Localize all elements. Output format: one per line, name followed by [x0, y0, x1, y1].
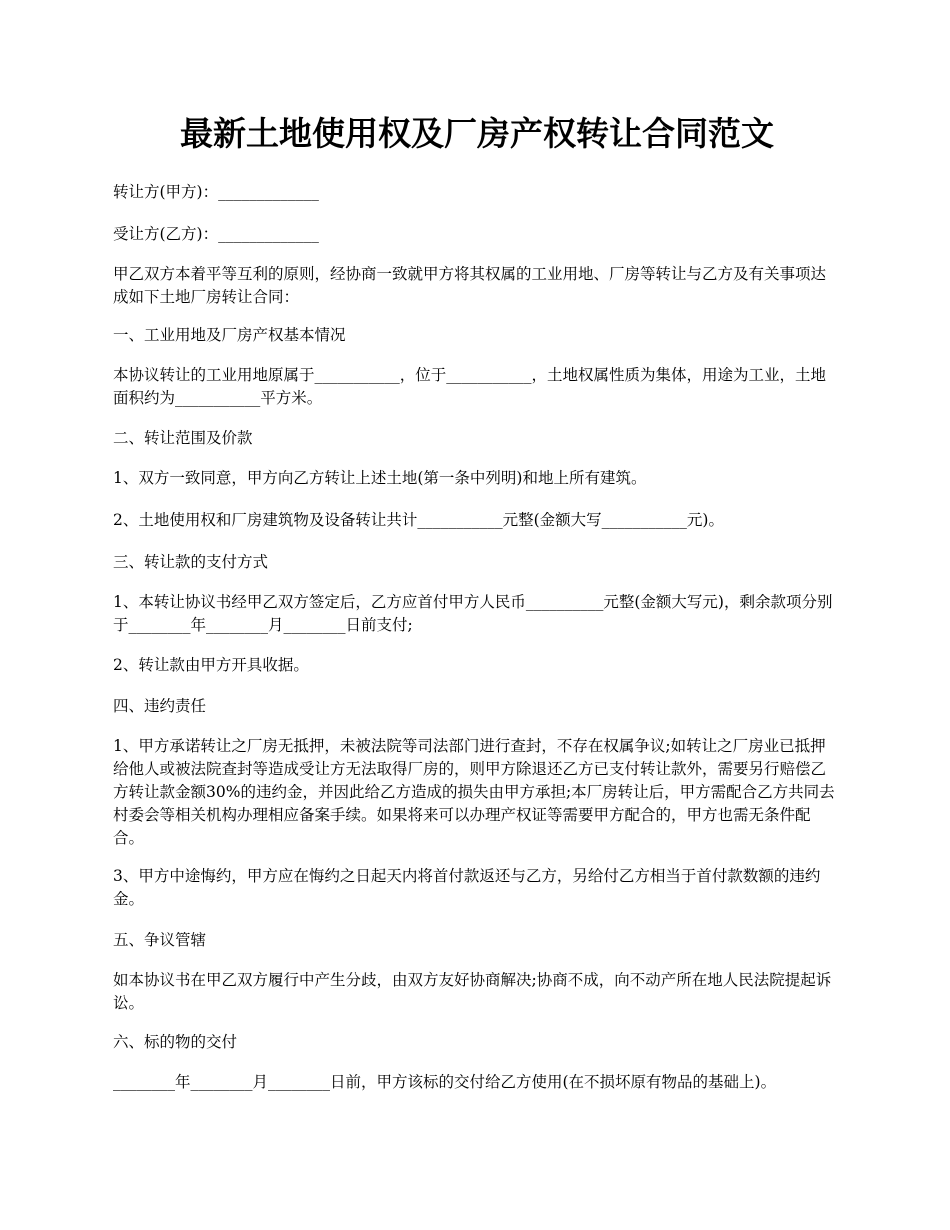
- section-1-paragraph: 本协议转让的工业用地原属于___________，位于___________，土地权属性质为集体，用途为工业，土地面积约为___________平方米。: [113, 366, 827, 407]
- preamble-paragraph: 甲乙双方本着平等互利的原则，经协商一致就甲方将其权属的工业用地、厂房等转让与乙方及有关事项达成如下土地厂房转让合同：: [113, 265, 827, 306]
- section-4-clause-1: 1、甲方承诺转让之厂房无抵押，未被法院等司法部门进行查封，不存在权属争议;如转让之厂房业已抵押给他人或被法院查封等造成受让方无法取得厂房的，则甲方除退还乙方已支付转让款外，需要另行赔偿乙方转让款金额30%的违约金，并因此给乙方造成的损失由甲方承担;本厂房转让后，甲方需配合乙方共同去村委会等相关机构办理相应备案手续。如果将来可以办理产权证等需要甲方配合的，甲方也需无条件配合。: [113, 737, 835, 847]
- section-3-clause-1: 1、本转让协议书经甲乙双方签定后，乙方应首付甲方人民币__________元整(金额大写元)，剩余款项分别于________年________月________日前支付;: [113, 593, 833, 634]
- section-heading-1: 一、工业用地及厂房产权基本情况: [113, 326, 346, 344]
- section-heading-2: 二、转让范围及价款: [113, 429, 253, 447]
- section-2-clause-1: 1、双方一致同意，甲方向乙方转让上述土地(第一条中列明)和地上所有建筑。: [113, 469, 647, 487]
- document-title: 最新土地使用权及厂房产权转让合同范文: [180, 114, 774, 153]
- section-5-paragraph: 如本协议书在甲乙双方履行中产生分歧，由双方友好协商解决;协商不成，向不动产所在地人民法院提起诉讼。: [113, 971, 832, 1012]
- section-6-paragraph: ________年________月________日前，甲方该标的交付给乙方使用(在不损坏原有物品的基础上)。: [113, 1073, 777, 1091]
- section-heading-4: 四、违约责任: [113, 697, 207, 715]
- section-heading-6: 六、标的物的交付: [113, 1033, 238, 1051]
- section-4-clause-3: 3、甲方中途悔约，甲方应在悔约之日起天内将首付款返还与乙方，另给付乙方相当于首付款数额的违约金。: [113, 867, 821, 908]
- section-heading-5: 五、争议管辖: [113, 931, 207, 949]
- transferor-line: 转让方(甲方)：_____________: [113, 183, 319, 201]
- section-3-clause-2: 2、转让款由甲方开具收据。: [113, 656, 309, 674]
- section-heading-3: 三、转让款的支付方式: [113, 553, 269, 571]
- section-2-clause-2: 2、土地使用权和厂房建筑物及设备转让共计___________元整(金额大写___________元)。: [113, 511, 724, 529]
- transferee-line: 受让方(乙方)：_____________: [113, 225, 319, 243]
